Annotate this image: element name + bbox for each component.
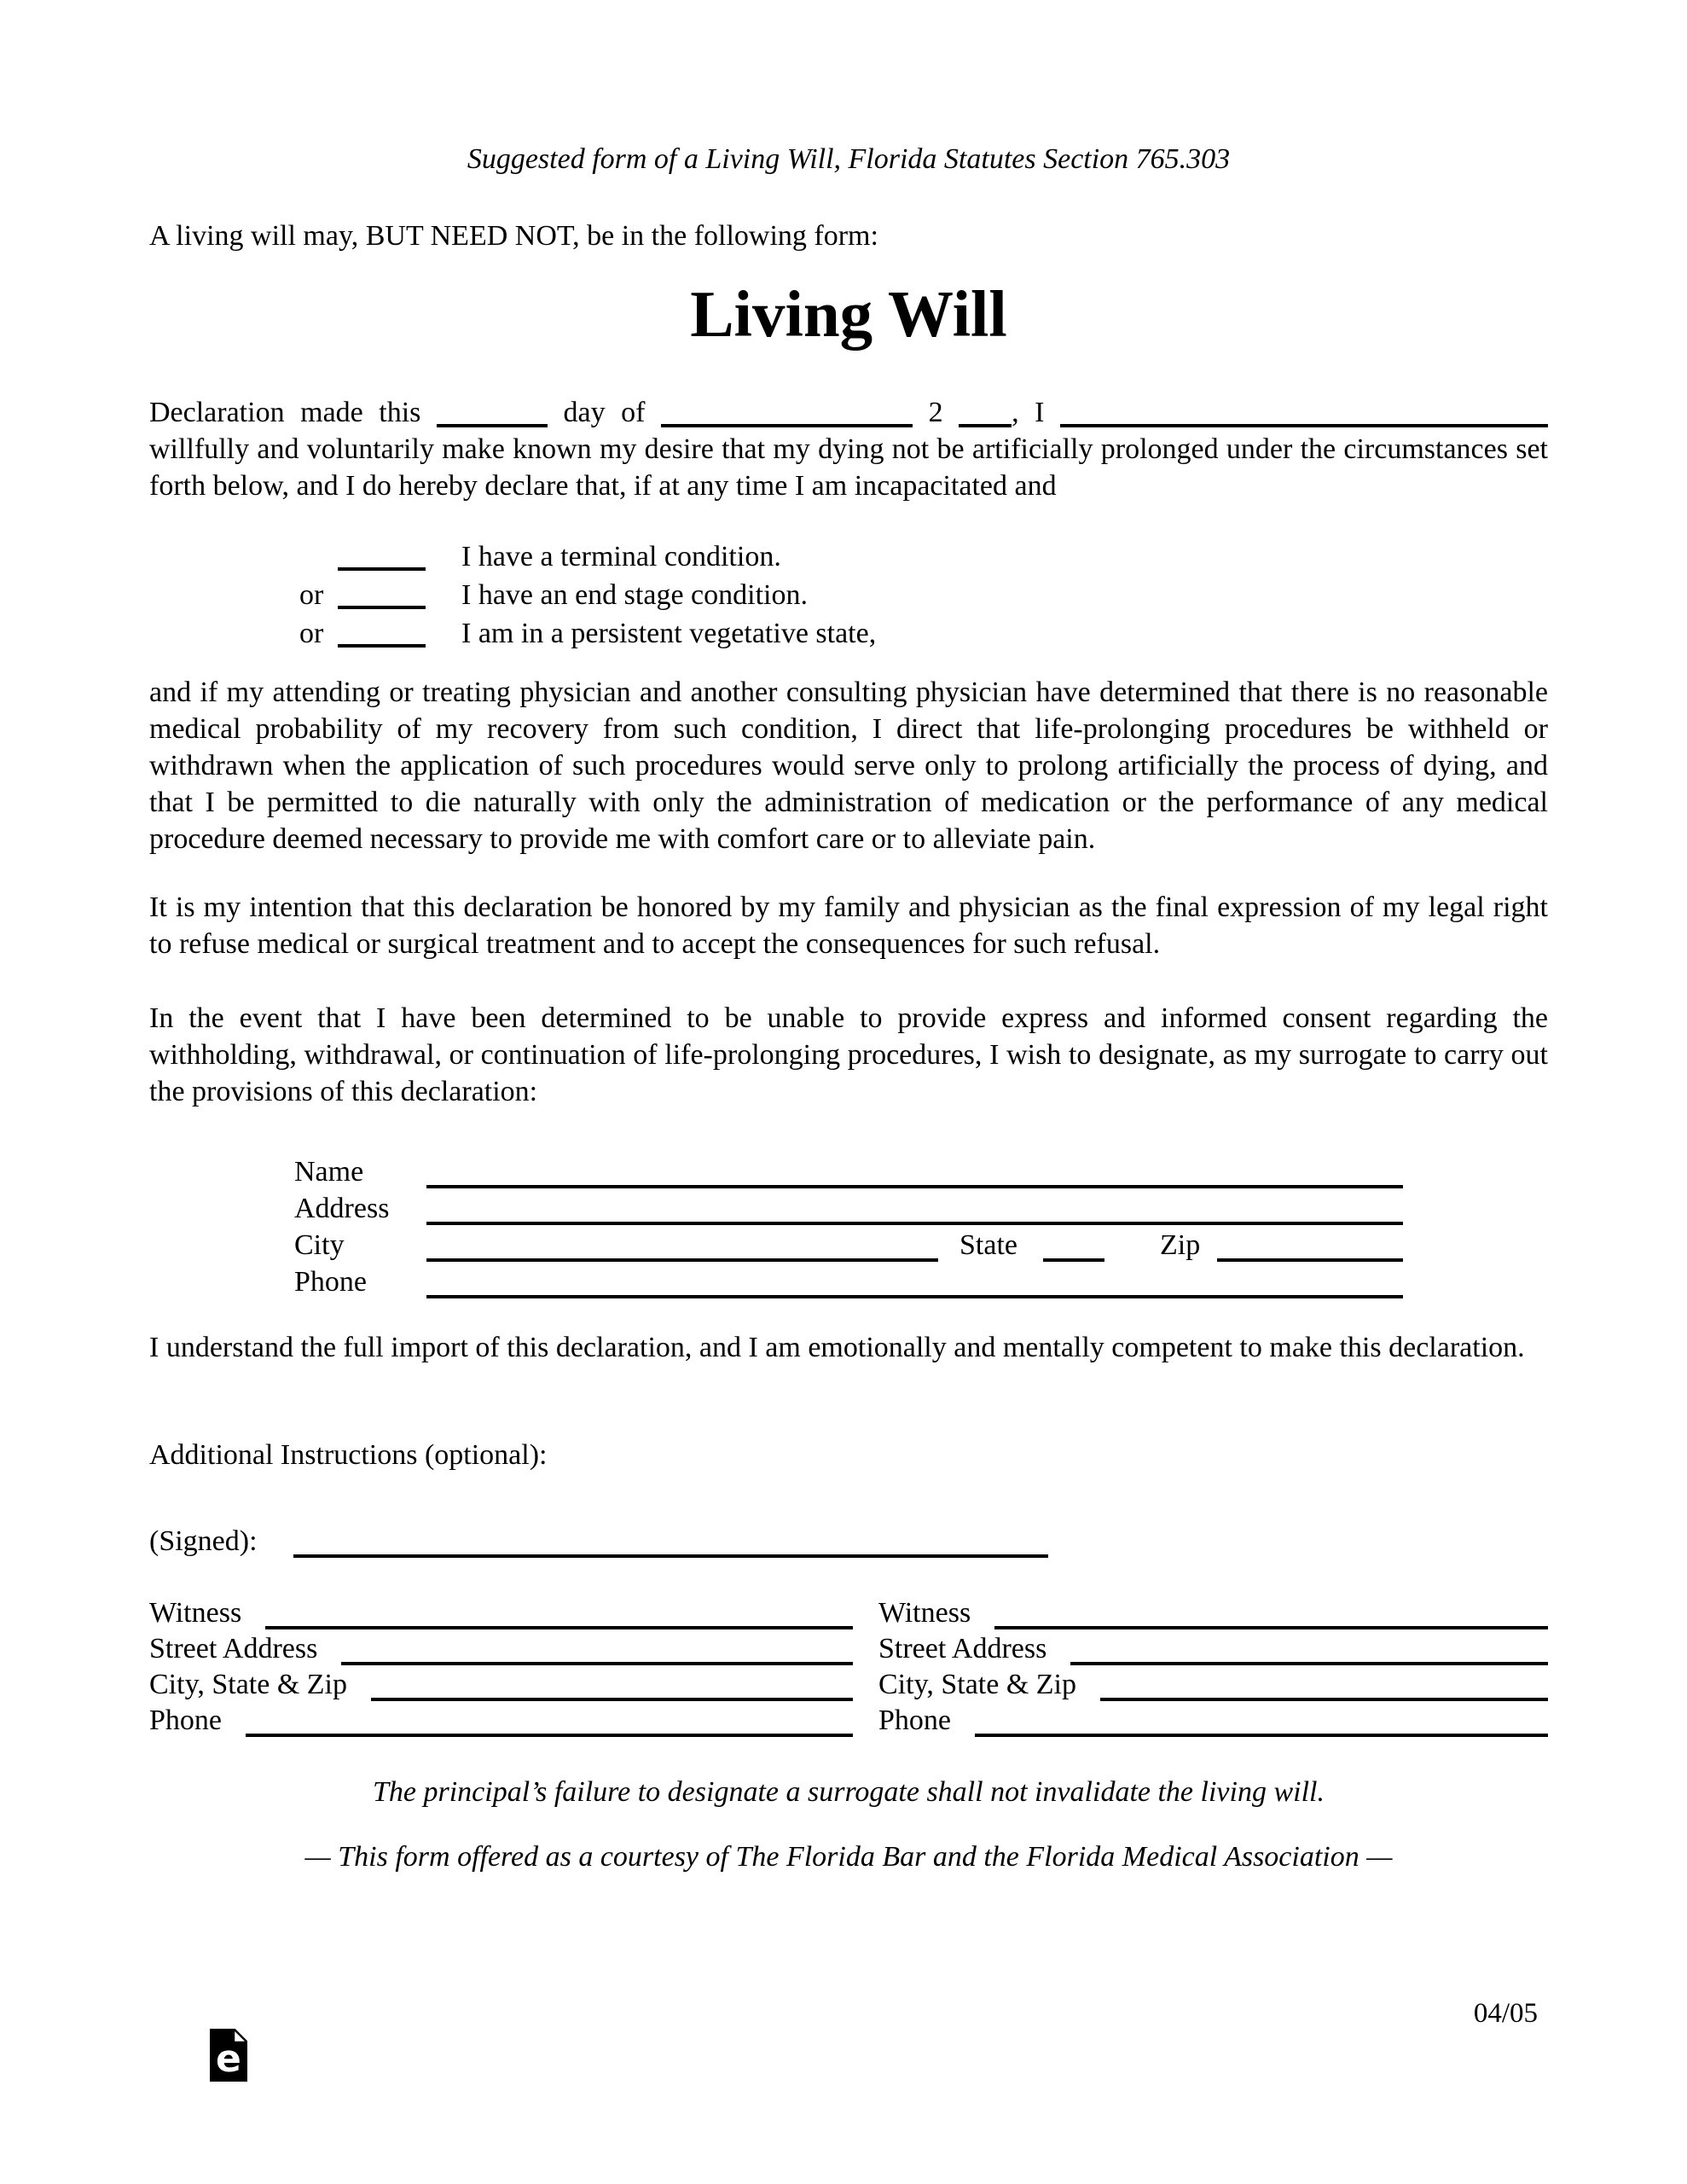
declaration-text-year-prefix: 2 [928,397,943,428]
terminal-condition-initial-line[interactable] [338,567,426,571]
witness1-name-field-line[interactable] [265,1626,853,1629]
witness1-city-state-zip-field-line[interactable] [371,1698,853,1701]
witness2-name-field-line[interactable] [994,1626,1548,1629]
witness-column-right [878,1594,1548,1737]
form-subtitle: Suggested form of a Living Will, Florida Statutes Section 765.303 [467,143,1231,175]
witness2-phone-row [878,1701,1548,1737]
surrogate-phone-field-line[interactable] [426,1295,1403,1298]
witness2-city-state-zip-row [878,1665,1548,1701]
competence-paragraph: I understand the full import of this declaration, and I am emotionally and mentally competent to make this declaration. [149,1332,1525,1363]
courtesy-note: — This form offered as a courtesy of The Florida Bar and the Florida Medical Association — [304,1841,1393,1873]
surrogate-city-label: City [294,1229,345,1261]
signature-row [149,1520,1548,1558]
declaration-text-body: willfully and voluntarily make known my desire that my dying not be artificially prolonged under the circumstances set forth below, and I do hereby declare that, if at any time I am incapacitated and [149,433,1548,502]
surrogate-city-field-line[interactable] [426,1258,938,1262]
page-title: Living Will [690,277,1007,351]
signature-field-line[interactable] [293,1554,1048,1558]
witness1-phone-field-line[interactable] [246,1734,853,1737]
surrogate-contact-fields [294,1152,1403,1298]
witness2-name-label: Witness [878,1597,971,1629]
surrogate-zip-label: Zip [1159,1229,1201,1261]
condition-options [299,541,876,656]
additional-instructions-label: Additional Instructions (optional): [149,1439,548,1471]
intention-paragraph: It is my intention that this declaration be honored by my family and physician as the final expression of my legal right to refuse medical or surgical treatment and to accept the consequences for such refusal. [149,892,1548,960]
end-stage-condition-initial-line[interactable] [338,606,426,609]
surrogate-name-row [294,1152,1403,1188]
witness2-city-state-zip-label: City, State & Zip [878,1669,1077,1700]
witness1-street-label: Street Address [149,1633,318,1664]
signed-label: (Signed): [149,1525,258,1557]
witness2-phone-field-line[interactable] [975,1734,1548,1737]
witness2-city-state-zip-field-line[interactable] [1100,1698,1548,1701]
condition-or-label: or [299,579,324,611]
witness2-street-field-line[interactable] [1070,1662,1548,1665]
witness1-street-field-line[interactable] [341,1662,853,1665]
condition-row-end-stage [299,579,876,618]
declaration-text-day-of: day of [563,397,646,428]
month-field-line[interactable] [661,424,913,427]
witness1-street-row [149,1629,853,1665]
surrogate-address-field-line[interactable] [426,1222,1403,1225]
witness2-street-row [878,1629,1548,1665]
witness2-name-row [878,1594,1548,1629]
end-stage-condition-label: I have an end stage condition. [461,579,808,611]
terminal-condition-label: I have a terminal condition. [461,541,781,572]
declaration-text-made: Declaration made this [149,397,421,428]
surrogate-state-label: State [959,1229,1017,1261]
witness-column-left [149,1594,853,1737]
surrogate-state-field-line[interactable] [1043,1258,1104,1262]
surrogate-address-label: Address [294,1193,390,1224]
day-number-field-line[interactable] [437,424,548,427]
declarant-name-field-line[interactable] [1060,424,1548,427]
eforms-logo-letter: e [216,2037,241,2081]
surrogate-phone-label: Phone [294,1266,367,1298]
surrogate-name-label: Name [294,1156,364,1188]
intro-line: A living will may, BUT NEED NOT, be in the following form: [149,220,878,252]
condition-row-vegetative [299,618,876,656]
surrogate-name-field-line[interactable] [426,1185,1403,1188]
surrogate-failure-note: The principal’s failure to designate a surrogate shall not invalidate the living will. [373,1776,1325,1808]
vegetative-state-label: I am in a persistent vegetative state, [461,618,877,649]
declaration-text-comma-i: , I [1012,397,1045,428]
vegetative-state-initial-line[interactable] [338,644,426,648]
surrogate-phone-row [294,1262,1403,1298]
eforms-logo-icon [210,2029,247,2082]
witness1-city-state-zip-label: City, State & Zip [149,1669,348,1700]
witness1-name-row [149,1594,853,1629]
witness1-phone-row [149,1701,853,1737]
witness1-city-state-zip-row [149,1665,853,1701]
surrogate-zip-field-line[interactable] [1217,1258,1403,1262]
witness1-phone-label: Phone [149,1705,222,1736]
surrogate-address-row [294,1188,1403,1225]
year-field-line[interactable] [959,424,1012,427]
revision-date: 04/05 [1473,1998,1538,2029]
declaration-paragraph [149,394,1548,504]
condition-row-terminal [299,541,876,579]
witness1-name-label: Witness [149,1597,242,1629]
witness2-street-label: Street Address [878,1633,1047,1664]
witness2-phone-label: Phone [878,1705,951,1736]
surrogate-city-state-zip-row [294,1225,1403,1262]
condition-or-label: or [299,618,324,649]
determination-paragraph: and if my attending or treating physician and another consulting physician have determined that there is no reasonable medical probability of my recovery from such condition, I direct that life-prolonging procedures be withheld or withdrawn when the application of such procedures would serve only to prolong artificially the process of dying, and that I be permitted to die naturally with only the administration of medication or the performance of any medical procedure deemed necessary to provide me with comfort care or to alleviate pain. [149,677,1548,855]
surrogate-designation-paragraph: In the event that I have been determined to be unable to provide express and informed consent regarding the withholding, withdrawal, or continuation of life-prolonging procedures, I wish to designate, as my surrogate to carry out the provisions of this declaration: [149,1002,1548,1107]
